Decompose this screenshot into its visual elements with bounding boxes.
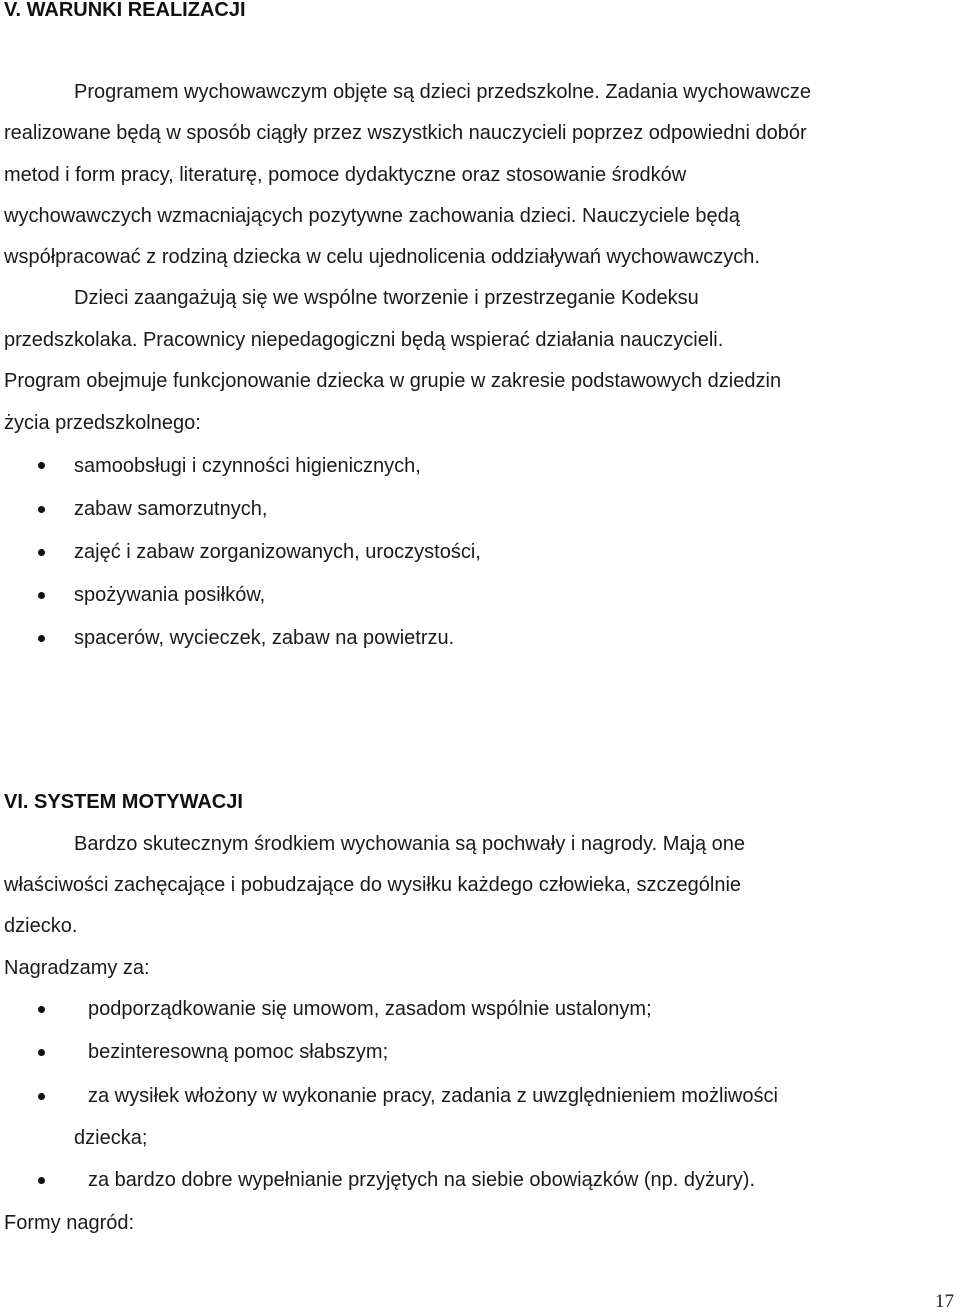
paragraph-line: Programem wychowawczym objęte są dzieci przedszkolne. Zadania wychowawcze: [74, 81, 811, 103]
list-item: zabaw samorzutnych,: [74, 498, 268, 520]
paragraph-line: metod i form pracy, literaturę, pomoce dydaktyczne oraz stosowanie środków: [4, 164, 687, 186]
list-item: spacerów, wycieczek, zabaw na powietrzu.: [74, 627, 455, 649]
list-item: spożywania posiłków,: [74, 584, 266, 606]
paragraph-line: Formy nagród:: [4, 1212, 135, 1234]
paragraph-line: właściwości zachęcające i pobudzające do wysiłku każdego człowieka, szczególnie: [4, 874, 742, 896]
list-item: za bardzo dobre wypełnianie przyjętych na siebie obowiązków (np. dyżury).: [88, 1169, 756, 1191]
bullet-icon: [38, 1093, 45, 1100]
list-item: podporządkowanie się umowom, zasadom wspólnie ustalonym;: [88, 998, 652, 1020]
bullet-icon: [38, 1177, 45, 1184]
paragraph-line: współpracować z rodziną dziecka w celu ujednolicenia oddziaływań wychowawczych.: [4, 246, 760, 268]
list-item-continuation: dziecka;: [74, 1127, 148, 1149]
bullet-icon: [38, 1006, 45, 1013]
bullet-icon: [38, 592, 45, 599]
page-number: 17: [935, 1291, 954, 1312]
list-item: za wysiłek włożony w wykonanie pracy, zadania z uwzględnieniem możliwości: [88, 1085, 778, 1107]
paragraph-line: Program obejmuje funkcjonowanie dziecka w grupie w zakresie podstawowych dziedzin: [4, 370, 782, 392]
paragraph-line: Bardzo skutecznym środkiem wychowania są pochwały i nagrody. Mają one: [74, 833, 746, 855]
bullet-icon: [38, 462, 45, 469]
section-5-heading: V. WARUNKI REALIZACJI: [4, 0, 246, 21]
section-6-heading: VI. SYSTEM MOTYWACJI: [4, 791, 243, 813]
bullet-icon: [38, 549, 45, 556]
paragraph-line: dziecko.: [4, 915, 78, 937]
bullet-icon: [38, 1049, 45, 1056]
bullet-icon: [38, 635, 45, 642]
paragraph-line: przedszkolaka. Pracownicy niepedagogiczni będą wspierać działania nauczycieli.: [4, 329, 724, 351]
paragraph-line: Nagradzamy za:: [4, 957, 150, 979]
bullet-icon: [38, 506, 45, 513]
paragraph-line: wychowawczych wzmacniających pozytywne zachowania dzieci. Nauczyciele będą: [4, 205, 740, 227]
list-item: bezinteresowną pomoc słabszym;: [88, 1041, 389, 1063]
list-item: zajęć i zabaw zorganizowanych, uroczystości,: [74, 541, 481, 563]
paragraph-line: realizowane będą w sposób ciągły przez wszystkich nauczycieli poprzez odpowiedni dobór: [4, 122, 807, 144]
paragraph-line: Dzieci zaangażują się we wspólne tworzenie i przestrzeganie Kodeksu: [74, 287, 699, 309]
list-item: samoobsługi i czynności higienicznych,: [74, 455, 421, 477]
paragraph-line: życia przedszkolnego:: [4, 412, 201, 434]
